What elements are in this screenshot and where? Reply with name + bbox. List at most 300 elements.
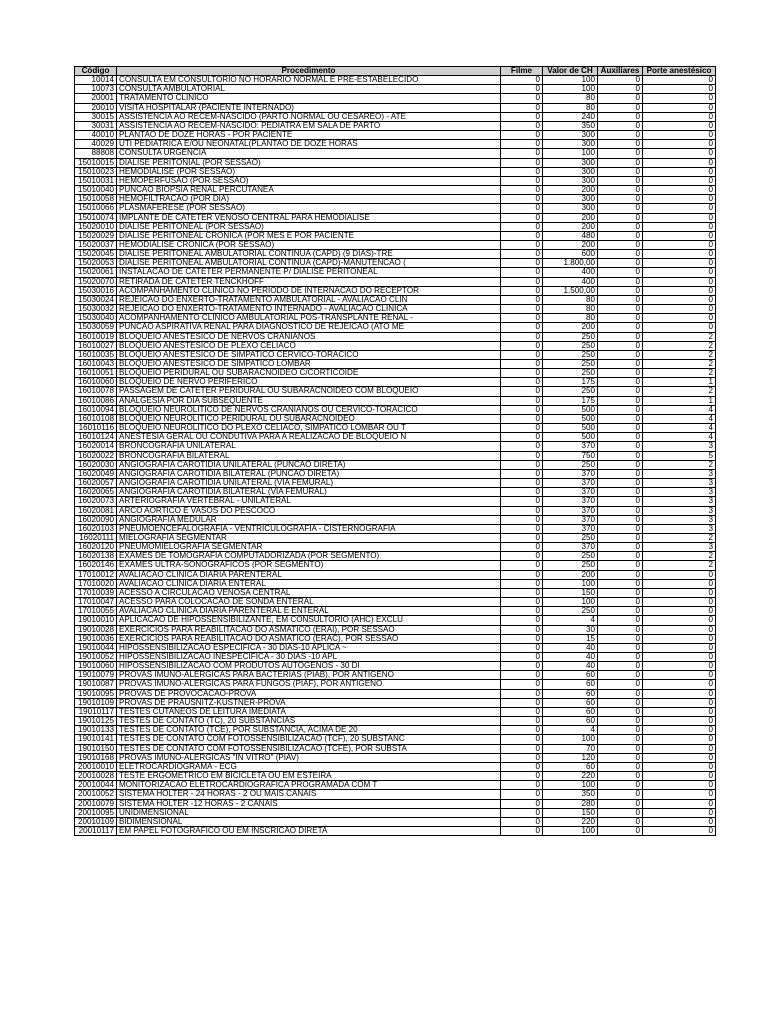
table-row	[75, 488, 716, 497]
table-row	[75, 497, 716, 506]
cell-valor-ch: 80	[543, 295, 598, 304]
cell-filme: 0	[501, 378, 543, 387]
cell-filme: 0	[501, 158, 543, 167]
table-row	[75, 158, 716, 167]
table-row	[75, 762, 716, 771]
cell-porte-anestesico: 3	[643, 488, 716, 497]
cell-procedimento: BLOQUEIO ANESTESICO DE NERVOS CRANIANOS	[117, 332, 501, 341]
cell-procedimento: PUNCAO ASPIRATIVA RENAL PARA DIAGNOSTICO DE REJEICAO (ATO ME	[117, 323, 501, 332]
cell-filme: 0	[501, 808, 543, 817]
cell-valor-ch: 4	[543, 616, 598, 625]
cell-filme: 0	[501, 497, 543, 506]
cell-valor-ch: 80	[543, 314, 598, 323]
cell-valor-ch: 370	[543, 479, 598, 488]
cell-auxiliares: 0	[598, 103, 643, 112]
cell-filme: 0	[501, 222, 543, 231]
cell-procedimento: TESTES DE CONTATO (TC), 20 SUBSTANCIAS	[117, 717, 501, 726]
cell-valor-ch: 100	[543, 85, 598, 94]
table-row	[75, 277, 716, 286]
cell-valor-ch: 500	[543, 433, 598, 442]
cell-procedimento: AVALIACAO CLINICA DIARIA ENTERAL	[117, 579, 501, 588]
cell-auxiliares: 0	[598, 186, 643, 195]
cell-auxiliares: 0	[598, 268, 643, 277]
cell-procedimento: PLASMAFERESE (POR SESSAO)	[117, 204, 501, 213]
cell-codigo: 20010	[75, 103, 117, 112]
cell-filme: 0	[501, 387, 543, 396]
cell-filme: 0	[501, 103, 543, 112]
cell-porte-anestesico: 0	[643, 250, 716, 259]
cell-auxiliares: 0	[598, 360, 643, 369]
cell-valor-ch: 80	[543, 94, 598, 103]
cell-codigo: 19010117	[75, 707, 117, 716]
table-row	[75, 396, 716, 405]
cell-porte-anestesico: 0	[643, 222, 716, 231]
cell-valor-ch: 370	[543, 442, 598, 451]
cell-valor-ch: 200	[543, 570, 598, 579]
cell-filme: 0	[501, 698, 543, 707]
cell-auxiliares: 0	[598, 149, 643, 158]
cell-porte-anestesico: 3	[643, 479, 716, 488]
cell-procedimento: DIALISE PERITONEAL AMBULATORIAL CONTINUA (CAPD)-MANUTENCAO (	[117, 259, 501, 268]
cell-auxiliares: 0	[598, 176, 643, 185]
cell-procedimento: PROVAS IMUNO-ALERGICAS PARA BACTERIAS (PIAB), POR ANTIGENO	[117, 671, 501, 680]
cell-valor-ch: 60	[543, 762, 598, 771]
cell-porte-anestesico: 0	[643, 799, 716, 808]
cell-porte-anestesico: 0	[643, 314, 716, 323]
cell-filme: 0	[501, 607, 543, 616]
cell-valor-ch: 300	[543, 176, 598, 185]
table-row	[75, 424, 716, 433]
cell-codigo: 16020138	[75, 552, 117, 561]
table-row	[75, 76, 716, 85]
cell-codigo: 15030016	[75, 286, 117, 295]
cell-filme: 0	[501, 396, 543, 405]
cell-valor-ch: 500	[543, 424, 598, 433]
cell-valor-ch: 350	[543, 790, 598, 799]
cell-procedimento: INSTALACAO DE CATETER PERMANENTE P/ DIALISE PERITONEAL	[117, 268, 501, 277]
cell-procedimento: ARTERIOGRAFIA VERTEBRAL - UNILATERAL	[117, 497, 501, 506]
header-codigo: Código	[75, 67, 117, 76]
cell-filme: 0	[501, 772, 543, 781]
cell-porte-anestesico: 0	[643, 167, 716, 176]
cell-filme: 0	[501, 616, 543, 625]
cell-codigo: 19010141	[75, 735, 117, 744]
cell-codigo: 17010055	[75, 607, 117, 616]
cell-porte-anestesico: 0	[643, 808, 716, 817]
cell-porte-anestesico: 0	[643, 662, 716, 671]
cell-valor-ch: 150	[543, 588, 598, 597]
cell-procedimento: BLOQUEIO ANESTESICO DE SIMPATICO LOMBAR	[117, 360, 501, 369]
cell-auxiliares: 0	[598, 680, 643, 689]
table-row	[75, 726, 716, 735]
cell-codigo: 16020103	[75, 524, 117, 533]
cell-valor-ch: 60	[543, 680, 598, 689]
cell-codigo: 40010	[75, 131, 117, 140]
table-row	[75, 112, 716, 121]
table-row	[75, 689, 716, 698]
cell-procedimento: ANGIOGRAFIA CAROTIDIA BILATERAL (VIA FEMURAL)	[117, 488, 501, 497]
cell-porte-anestesico: 0	[643, 707, 716, 716]
cell-auxiliares: 0	[598, 314, 643, 323]
cell-procedimento: PNEUMOMIELOGRAFIA SEGMENTAR	[117, 543, 501, 552]
cell-procedimento: ANESTESIA GERAL OU CONDUTIVA PARA A REALIZACAO DE BLOQUEIO N	[117, 433, 501, 442]
header-auxiliares: Auxiliares	[598, 67, 643, 76]
table-row	[75, 295, 716, 304]
cell-porte-anestesico: 0	[643, 570, 716, 579]
cell-valor-ch: 280	[543, 799, 598, 808]
cell-procedimento: PNEUMOENCEFALOGRAFIA - VENTRICULOGRAFIA - CISTERNOGRAFIA	[117, 524, 501, 533]
cell-valor-ch: 40	[543, 643, 598, 652]
cell-procedimento: PLANTAO DE DOZE HORAS - POR PACIENTE	[117, 131, 501, 140]
cell-auxiliares: 0	[598, 634, 643, 643]
cell-porte-anestesico: 4	[643, 424, 716, 433]
cell-valor-ch: 220	[543, 772, 598, 781]
cell-codigo: 20010044	[75, 781, 117, 790]
cell-procedimento: ANGIOGRAFIA MEDULAR	[117, 515, 501, 524]
cell-codigo: 15010066	[75, 204, 117, 213]
table-row	[75, 598, 716, 607]
cell-procedimento: BRONCOGRAFIA BILATERAL	[117, 451, 501, 460]
cell-codigo: 20010109	[75, 817, 117, 826]
cell-codigo: 15020045	[75, 250, 117, 259]
table-row	[75, 817, 716, 826]
cell-filme: 0	[501, 451, 543, 460]
cell-valor-ch: 80	[543, 305, 598, 314]
table-row	[75, 167, 716, 176]
cell-valor-ch: 1.800,00	[543, 259, 598, 268]
cell-filme: 0	[501, 250, 543, 259]
cell-valor-ch: 250	[543, 561, 598, 570]
cell-valor-ch: 40	[543, 653, 598, 662]
cell-auxiliares: 0	[598, 698, 643, 707]
cell-auxiliares: 0	[598, 240, 643, 249]
table-row	[75, 250, 716, 259]
cell-auxiliares: 0	[598, 341, 643, 350]
cell-codigo: 15030040	[75, 314, 117, 323]
cell-filme: 0	[501, 579, 543, 588]
cell-auxiliares: 0	[598, 579, 643, 588]
cell-codigo: 16020073	[75, 497, 117, 506]
cell-auxiliares: 0	[598, 826, 643, 835]
cell-filme: 0	[501, 588, 543, 597]
cell-codigo: 16020081	[75, 506, 117, 515]
cell-codigo: 20010095	[75, 808, 117, 817]
cell-valor-ch: 370	[543, 543, 598, 552]
cell-porte-anestesico: 3	[643, 469, 716, 478]
cell-filme: 0	[501, 744, 543, 753]
cell-procedimento: PUNCAO BIOPSIA RENAL PERCUTANEA	[117, 186, 501, 195]
cell-procedimento: ACOMPANHAMENTO CLINICO NO PERIODO DE INTERNACAO DO RECEPTOR	[117, 286, 501, 295]
cell-procedimento: AVALIACAO CLINICA DIARIA PARENTERAL	[117, 570, 501, 579]
table-row	[75, 231, 716, 240]
cell-porte-anestesico: 0	[643, 653, 716, 662]
cell-codigo: 16020090	[75, 515, 117, 524]
cell-codigo: 30015	[75, 112, 117, 121]
cell-porte-anestesico: 0	[643, 240, 716, 249]
table-row	[75, 469, 716, 478]
table-row	[75, 616, 716, 625]
table-row	[75, 195, 716, 204]
cell-auxiliares: 0	[598, 460, 643, 469]
cell-auxiliares: 0	[598, 689, 643, 698]
table-row	[75, 570, 716, 579]
cell-codigo: 19010060	[75, 662, 117, 671]
cell-valor-ch: 80	[543, 103, 598, 112]
cell-codigo: 16020065	[75, 488, 117, 497]
cell-filme: 0	[501, 479, 543, 488]
cell-filme: 0	[501, 195, 543, 204]
cell-auxiliares: 0	[598, 295, 643, 304]
cell-valor-ch: 15	[543, 634, 598, 643]
table-row	[75, 323, 716, 332]
cell-procedimento: HEMODIALISE CRONICA (POR SESSAO)	[117, 240, 501, 249]
cell-porte-anestesico: 0	[643, 231, 716, 240]
cell-valor-ch: 250	[543, 360, 598, 369]
cell-codigo: 19010052	[75, 653, 117, 662]
cell-porte-anestesico: 2	[643, 341, 716, 350]
cell-procedimento: CONSULTA AMBULATORIAL	[117, 85, 501, 94]
cell-auxiliares: 0	[598, 488, 643, 497]
cell-procedimento: AVALIACAO CLINICA DIARIA PARENTERAL E ENTERAL	[117, 607, 501, 616]
cell-procedimento: PROVAS IMUNO-ALERGICAS "IN VITRO" (PIAV)	[117, 753, 501, 762]
cell-procedimento: PROVAS DE PRAUSNITZ-KUSTNER-PROVA	[117, 698, 501, 707]
table-row	[75, 176, 716, 185]
cell-codigo: 20010010	[75, 762, 117, 771]
cell-filme: 0	[501, 524, 543, 533]
cell-auxiliares: 0	[598, 112, 643, 121]
cell-filme: 0	[501, 680, 543, 689]
cell-filme: 0	[501, 625, 543, 634]
cell-valor-ch: 750	[543, 451, 598, 460]
table-row	[75, 753, 716, 762]
cell-filme: 0	[501, 405, 543, 414]
cell-filme: 0	[501, 314, 543, 323]
cell-porte-anestesico: 0	[643, 76, 716, 85]
cell-procedimento: UNIDIMENSIONAL	[117, 808, 501, 817]
cell-filme: 0	[501, 735, 543, 744]
cell-procedimento: BLOQUEIO DE NERVO PERIFERICO	[117, 378, 501, 387]
cell-procedimento: PASSAGEM DE CATETER PERIDURAL OU SUBARACNOIDEO COM BLOQUEIO	[117, 387, 501, 396]
cell-procedimento: ARCO AORTICO E VASOS DO PESCOCO	[117, 506, 501, 515]
cell-procedimento: ANGIOGRAFIA CAROTIDIA UNILATERAL (PUNCAO DIRETA)	[117, 460, 501, 469]
cell-porte-anestesico: 3	[643, 506, 716, 515]
cell-valor-ch: 100	[543, 598, 598, 607]
cell-procedimento: BLOQUEIO NEUROLITICO DE NERVOS CRANIANOS OU CERVICO-TORACICO	[117, 405, 501, 414]
cell-auxiliares: 0	[598, 808, 643, 817]
cell-codigo: 20010117	[75, 826, 117, 835]
cell-valor-ch: 200	[543, 213, 598, 222]
cell-valor-ch: 250	[543, 607, 598, 616]
table-row	[75, 378, 716, 387]
cell-auxiliares: 0	[598, 158, 643, 167]
cell-procedimento: SISTEMA HOLTER -12 HORAS - 2 CANAIS	[117, 799, 501, 808]
cell-filme: 0	[501, 790, 543, 799]
cell-procedimento: TESTE ERGOMETRICO EM BICICLETA OU EM ESTEIRA	[117, 772, 501, 781]
cell-porte-anestesico: 0	[643, 259, 716, 268]
cell-filme: 0	[501, 707, 543, 716]
cell-auxiliares: 0	[598, 305, 643, 314]
cell-codigo: 16010078	[75, 387, 117, 396]
cell-auxiliares: 0	[598, 76, 643, 85]
cell-procedimento: CONSULTA URGENCIA	[117, 149, 501, 158]
cell-porte-anestesico: 0	[643, 607, 716, 616]
cell-porte-anestesico: 0	[643, 735, 716, 744]
cell-valor-ch: 100	[543, 76, 598, 85]
cell-auxiliares: 0	[598, 570, 643, 579]
cell-valor-ch: 300	[543, 158, 598, 167]
cell-procedimento: EM PAPEL FOTOGRAFICO OU EM INSCRICAO DIRETA	[117, 826, 501, 835]
cell-auxiliares: 0	[598, 561, 643, 570]
cell-codigo: 19010079	[75, 671, 117, 680]
cell-codigo: 16010094	[75, 405, 117, 414]
cell-auxiliares: 0	[598, 625, 643, 634]
cell-codigo: 16020146	[75, 561, 117, 570]
table-row	[75, 131, 716, 140]
cell-auxiliares: 0	[598, 167, 643, 176]
cell-valor-ch: 250	[543, 341, 598, 350]
table-row	[75, 213, 716, 222]
cell-porte-anestesico: 0	[643, 717, 716, 726]
cell-procedimento: EXERCICIOS PARA REABILITACAO DO ASMATICO (ERAI), POR SESSAO	[117, 625, 501, 634]
table-row	[75, 387, 716, 396]
cell-valor-ch: 40	[543, 662, 598, 671]
cell-filme: 0	[501, 460, 543, 469]
cell-auxiliares: 0	[598, 387, 643, 396]
cell-filme: 0	[501, 515, 543, 524]
cell-filme: 0	[501, 149, 543, 158]
cell-filme: 0	[501, 176, 543, 185]
cell-procedimento: UTI PEDIATRICA E/OU NEONATAL(PLANTAO DE DOZE HORAS	[117, 140, 501, 149]
cell-auxiliares: 0	[598, 222, 643, 231]
cell-porte-anestesico: 0	[643, 588, 716, 597]
cell-auxiliares: 0	[598, 515, 643, 524]
table-row	[75, 240, 716, 249]
cell-porte-anestesico: 0	[643, 817, 716, 826]
cell-porte-anestesico: 3	[643, 442, 716, 451]
cell-filme: 0	[501, 653, 543, 662]
cell-auxiliares: 0	[598, 506, 643, 515]
cell-filme: 0	[501, 140, 543, 149]
cell-auxiliares: 0	[598, 662, 643, 671]
cell-valor-ch: 60	[543, 689, 598, 698]
cell-auxiliares: 0	[598, 543, 643, 552]
cell-procedimento: DIALISE PERITONIAL (POR SESSAO)	[117, 158, 501, 167]
cell-porte-anestesico: 0	[643, 103, 716, 112]
cell-filme: 0	[501, 112, 543, 121]
cell-porte-anestesico: 5	[643, 451, 716, 460]
table-row	[75, 671, 716, 680]
cell-procedimento: DIALISE PERITONEAL AMBULATORIAL CONTINUA (CAPD) (9 DIAS)-TRE	[117, 250, 501, 259]
cell-procedimento: EXERCICIOS PARA REABILITACAO DO ASMATICO (ERAC), POR SESSAO	[117, 634, 501, 643]
cell-porte-anestesico: 2	[643, 533, 716, 542]
cell-auxiliares: 0	[598, 707, 643, 716]
table-row	[75, 607, 716, 616]
cell-porte-anestesico: 0	[643, 744, 716, 753]
cell-filme: 0	[501, 570, 543, 579]
cell-valor-ch: 200	[543, 186, 598, 195]
cell-valor-ch: 60	[543, 707, 598, 716]
cell-valor-ch: 250	[543, 460, 598, 469]
table-row	[75, 799, 716, 808]
cell-codigo: 15010040	[75, 186, 117, 195]
table-row	[75, 634, 716, 643]
table-row	[75, 149, 716, 158]
cell-procedimento: ANGIOGRAFIA CAROTIDIA UNILATERAL (VIA FEMURAL)	[117, 479, 501, 488]
cell-codigo: 88808	[75, 149, 117, 158]
table-row	[75, 204, 716, 213]
table-row	[75, 790, 716, 799]
cell-codigo: 20001	[75, 94, 117, 103]
cell-codigo: 20010052	[75, 790, 117, 799]
cell-codigo: 17010047	[75, 598, 117, 607]
cell-codigo: 17010039	[75, 588, 117, 597]
cell-auxiliares: 0	[598, 744, 643, 753]
table-row	[75, 442, 716, 451]
cell-procedimento: ELETROCARDIOGRAMA - ECG	[117, 762, 501, 771]
table-row	[75, 653, 716, 662]
cell-valor-ch: 500	[543, 405, 598, 414]
cell-filme: 0	[501, 186, 543, 195]
table-row	[75, 286, 716, 295]
cell-valor-ch: 4	[543, 726, 598, 735]
cell-codigo: 16010035	[75, 350, 117, 359]
table-row	[75, 433, 716, 442]
table-row	[75, 588, 716, 597]
cell-procedimento: REJEICAO DO ENXERTO-TRATAMENTO AMBULATORIAL - AVALIACAO CLIN	[117, 295, 501, 304]
table-row	[75, 506, 716, 515]
cell-porte-anestesico: 1	[643, 396, 716, 405]
cell-codigo: 17010012	[75, 570, 117, 579]
cell-procedimento: ACOMPANHAMENTO CLINICO AMBULATORIAL POS-TRANSPLANTE RENAL -	[117, 314, 501, 323]
cell-codigo: 15020029	[75, 231, 117, 240]
cell-auxiliares: 0	[598, 85, 643, 94]
cell-auxiliares: 0	[598, 762, 643, 771]
cell-porte-anestesico: 0	[643, 781, 716, 790]
cell-filme: 0	[501, 323, 543, 332]
cell-valor-ch: 100	[543, 735, 598, 744]
cell-porte-anestesico: 0	[643, 204, 716, 213]
cell-procedimento: HIPOSSENSIBILIZACAO COM PRODUTOS AUTOGENOS - 30 DI	[117, 662, 501, 671]
cell-codigo: 15020061	[75, 268, 117, 277]
cell-procedimento: BLOQUEIO NEUROLITICO DO PLEXO CELIACO, SIMPATICO LOMBAR OU T	[117, 424, 501, 433]
cell-codigo: 10014	[75, 76, 117, 85]
cell-auxiliares: 0	[598, 350, 643, 359]
table-row	[75, 543, 716, 552]
cell-valor-ch: 370	[543, 506, 598, 515]
cell-filme: 0	[501, 240, 543, 249]
cell-codigo: 16020014	[75, 442, 117, 451]
cell-filme: 0	[501, 369, 543, 378]
cell-porte-anestesico: 0	[643, 643, 716, 652]
cell-codigo: 16010086	[75, 396, 117, 405]
cell-porte-anestesico: 0	[643, 112, 716, 121]
cell-filme: 0	[501, 414, 543, 423]
cell-procedimento: REJEICAO DO ENXERTO-TRATAMENTO INTERNADO - AVALIACAO CLINICA	[117, 305, 501, 314]
cell-valor-ch: 200	[543, 222, 598, 231]
cell-porte-anestesico: 0	[643, 85, 716, 94]
cell-codigo: 20010028	[75, 772, 117, 781]
cell-filme: 0	[501, 442, 543, 451]
cell-auxiliares: 0	[598, 442, 643, 451]
cell-valor-ch: 150	[543, 808, 598, 817]
cell-procedimento: EXAMES DE TOMOGRAFIA COMPUTADORIZADA (POR SEGMENTO)	[117, 552, 501, 561]
cell-codigo: 16020120	[75, 543, 117, 552]
cell-porte-anestesico: 0	[643, 689, 716, 698]
cell-filme: 0	[501, 671, 543, 680]
cell-auxiliares: 0	[598, 533, 643, 542]
cell-filme: 0	[501, 360, 543, 369]
cell-auxiliares: 0	[598, 524, 643, 533]
